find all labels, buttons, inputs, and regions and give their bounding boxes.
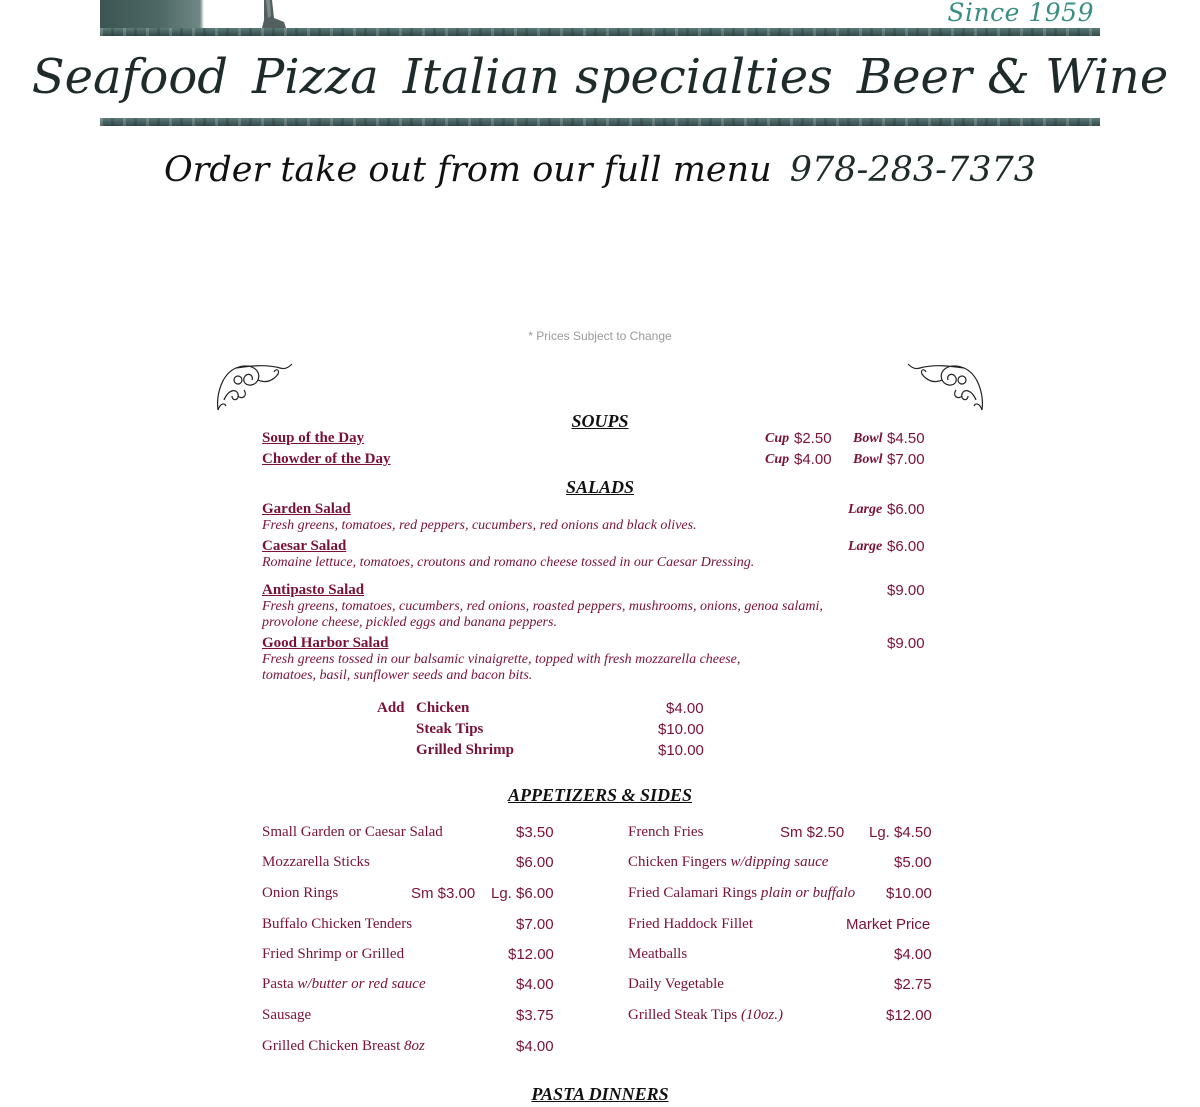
appetizer-price: $7.00: [516, 916, 554, 933]
appetizer-name[interactable]: Mozzarella Sticks: [262, 854, 370, 870]
tagline: [31, 36, 1169, 118]
appetizer-name[interactable]: Buffalo Chicken Tenders: [262, 916, 413, 932]
prices-note: * Prices Subject to Change: [528, 329, 672, 343]
appetizer-price: $4.00: [516, 1038, 554, 1055]
salad-description: Fresh greens tossed in our balsamic vinaigrette, topped with fresh mozzarella cheese, tomatoes, basil, sunflower seeds and bacon bits.: [262, 652, 741, 683]
appetizer-small-price: Sm $3.00: [411, 885, 476, 902]
tagline-italian: Italian specialties: [402, 49, 833, 105]
salad-price: $9.00: [887, 635, 925, 652]
soup-bowl-price: $4.50: [887, 430, 925, 447]
appetizer-price: $3.75: [516, 1007, 554, 1024]
section-title-salads: SALADS: [565, 477, 635, 497]
addon-price: $10.00: [658, 742, 704, 759]
appetizer-price: $10.00: [886, 885, 932, 902]
tagline-pizza: Pizza: [251, 49, 379, 105]
add-label: Add: [377, 700, 405, 716]
salad-description: Fresh greens, tomatoes, cucumbers, red onions, roasted peppers, mushrooms, onions, genoa salami, provolone cheese, pickled eggs and banana peppers.: [262, 599, 823, 630]
soup-bowl-price: $7.00: [887, 451, 925, 468]
addon-name[interactable]: Grilled Shrimp: [416, 742, 514, 758]
appetizer-name[interactable]: Chicken Fingers w/dipping sauce: [628, 854, 829, 870]
stone-border-top: [100, 28, 1100, 36]
flourish-ornament-right: [906, 360, 986, 414]
soup-item[interactable]: [262, 430, 364, 447]
appetizer-name[interactable]: French Fries: [628, 824, 704, 840]
tagline-beer-wine: Beer & Wine: [856, 49, 1169, 105]
appetizer-name[interactable]: Fried Calamari Rings plain or buffalo: [628, 885, 856, 901]
appetizer-small-price: Sm $2.50: [780, 824, 845, 841]
large-label: Large: [848, 502, 883, 517]
bowl-label: Bowl: [853, 452, 883, 467]
appetizer-name[interactable]: Daily Vegetable: [628, 976, 724, 992]
appetizer-name[interactable]: Onion Rings: [262, 885, 339, 901]
salad-price: $6.00: [887, 538, 925, 555]
appetizer-name[interactable]: Fried Shrimp or Grilled: [262, 946, 405, 962]
appetizer-price: Market Price: [846, 916, 931, 933]
appetizer-name[interactable]: Fried Haddock Fillet: [628, 916, 753, 932]
appetizer-price: $12.00: [508, 946, 554, 963]
section-title-soups: SOUPS: [571, 411, 629, 431]
cup-label: Cup: [765, 452, 790, 467]
order-text: Order take out from our full menu: [163, 150, 772, 190]
salad-name[interactable]: Antipasto Salad: [262, 582, 365, 598]
header-banner: [31, 0, 1169, 126]
statue-photo: [250, 0, 290, 28]
salad-name[interactable]: Caesar Salad: [262, 538, 347, 554]
soup-name[interactable]: Chowder of the Day: [262, 451, 391, 467]
appetizer-name[interactable]: Grilled Steak Tips (10oz.): [628, 1007, 784, 1023]
salad-price: $9.00: [887, 582, 925, 599]
stone-border-bottom: [100, 118, 1100, 126]
soup-name[interactable]: Soup of the Day: [262, 430, 365, 446]
soup-cup-price: $4.00: [794, 451, 832, 468]
appetizer-name[interactable]: Small Garden or Caesar Salad: [262, 824, 443, 840]
appetizer-price: $3.50: [516, 824, 554, 841]
salad-name[interactable]: Good Harbor Salad: [262, 635, 389, 651]
salad-description: Romaine lettuce, tomatoes, croutons and romano cheese tossed in our Caesar Dressing.: [262, 555, 755, 570]
appetizer-name[interactable]: Pasta w/butter or red sauce: [262, 976, 426, 992]
addon-name[interactable]: Chicken: [416, 700, 470, 716]
appetizer-name[interactable]: Meatballs: [628, 946, 688, 962]
since-1959-label: Since 1959: [947, 0, 1094, 27]
soup-item[interactable]: [262, 451, 390, 468]
cup-label: Cup: [765, 431, 790, 446]
appetizer-price: Lg. $4.50: [869, 824, 932, 841]
salad-description: Fresh greens, tomatoes, red peppers, cucumbers, red onions and black olives.: [262, 518, 697, 533]
appetizer-name[interactable]: Sausage: [262, 1007, 312, 1023]
bowl-label: Bowl: [853, 431, 883, 446]
appetizer-price: $5.00: [894, 854, 932, 871]
appetizer-price: $4.00: [894, 946, 932, 963]
appetizer-price: Lg. $6.00: [491, 885, 554, 902]
flourish-ornament-left: [214, 360, 294, 414]
appetizer-price: $2.75: [894, 976, 932, 993]
tagline-seafood: Seafood: [31, 49, 228, 105]
addon-price: $10.00: [658, 721, 704, 738]
addon-name[interactable]: Steak Tips: [416, 721, 484, 737]
addon-price: $4.00: [666, 700, 704, 717]
section-title-appetizers: APPETIZERS & SIDES: [507, 785, 693, 805]
section-title-pasta: PASTA DINNERS: [531, 1084, 669, 1104]
appetizer-price: $6.00: [516, 854, 554, 871]
appetizer-name[interactable]: Grilled Chicken Breast 8oz: [262, 1038, 425, 1054]
appetizer-price: $4.00: [516, 976, 554, 993]
salad-name[interactable]: Garden Salad: [262, 501, 351, 517]
order-takeout-line: [0, 150, 1200, 190]
salad-price: $6.00: [887, 501, 925, 518]
phone-number[interactable]: 978-283-7373: [789, 150, 1037, 190]
soup-cup-price: $2.50: [794, 430, 832, 447]
appetizer-price: $12.00: [886, 1007, 932, 1024]
large-label: Large: [848, 539, 883, 554]
